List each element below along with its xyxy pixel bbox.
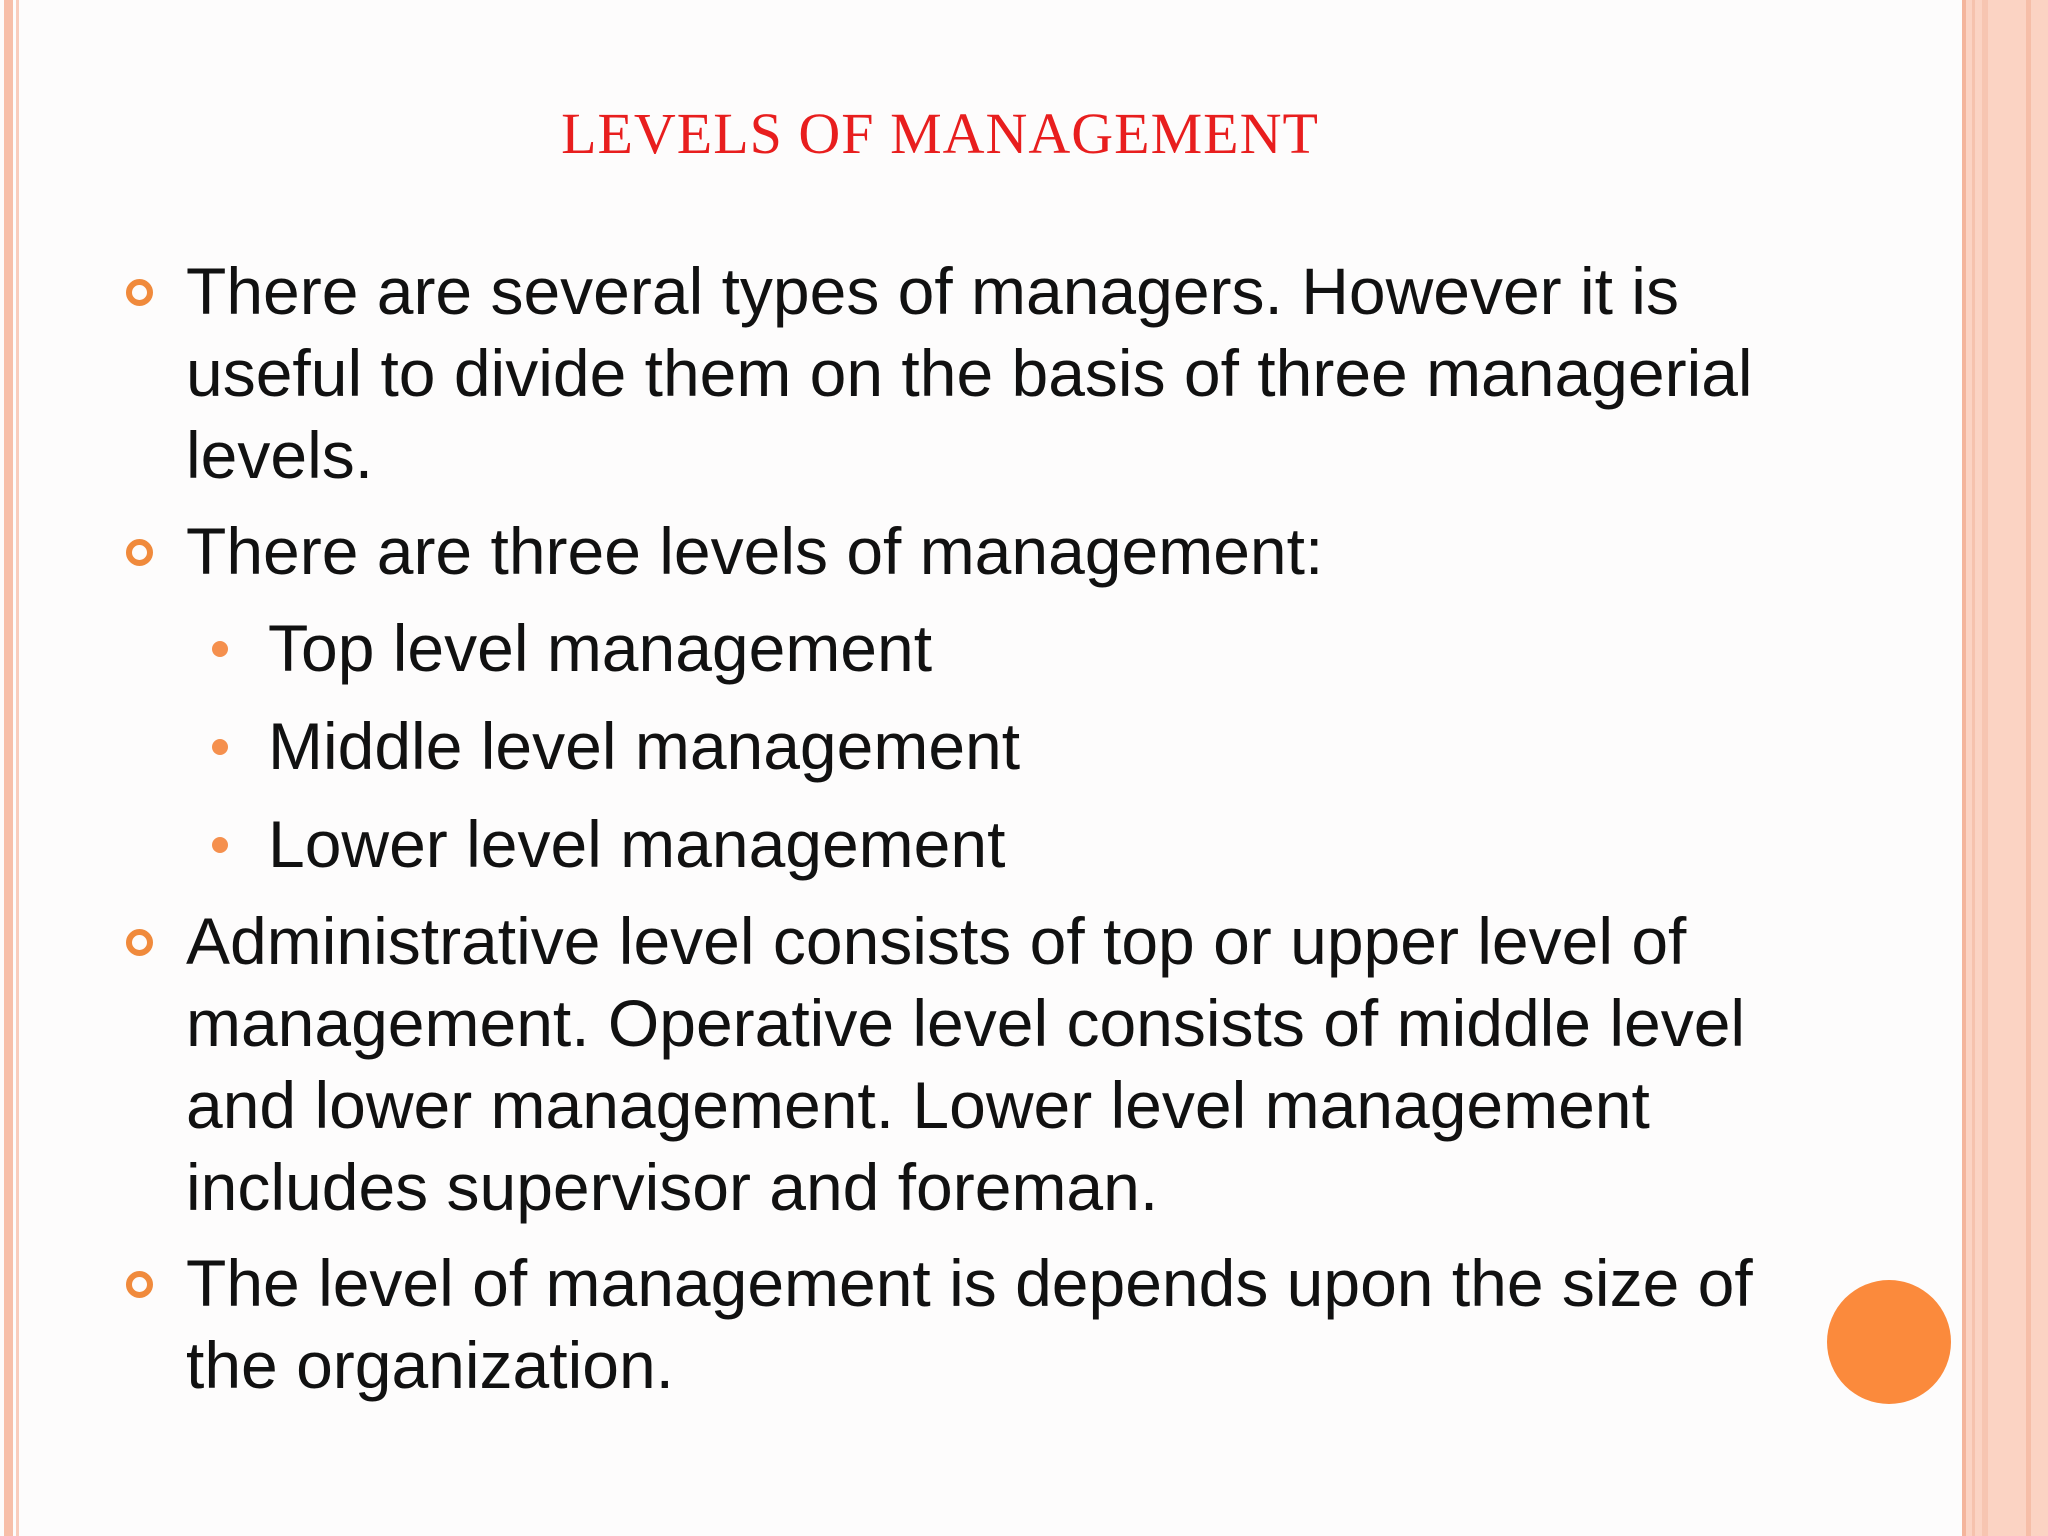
bullet-item xyxy=(124,1242,1784,1406)
dot-bullet-icon xyxy=(212,641,228,657)
sub-bullet-item xyxy=(124,606,1784,690)
ring-bullet-icon xyxy=(126,279,153,306)
right-border-line xyxy=(1982,0,1988,1536)
bullet-text: Administrative level consists of top or upper level of management. Operative level consists of middle level and lower management. Lower level management includes supervisor and foreman. xyxy=(186,904,1746,1224)
sub-bullet-text: Lower level management xyxy=(268,807,1006,881)
bullet-text: The level of management is depends upon the size of the organization. xyxy=(186,1246,1753,1402)
slide-title: LEVELS OF MANAGEMENT xyxy=(561,101,1319,166)
right-border-line xyxy=(1962,0,1966,1536)
orange-circle-decoration xyxy=(1827,1280,1951,1404)
ring-bullet-icon xyxy=(126,929,153,956)
dot-bullet-icon xyxy=(212,739,228,755)
bullet-item xyxy=(124,510,1784,592)
left-border-stripe-thin xyxy=(16,0,19,1536)
left-border-stripe xyxy=(4,0,13,1536)
ring-bullet-icon xyxy=(126,1271,153,1298)
slide-content xyxy=(124,250,1784,1420)
sub-bullet-text: Top level management xyxy=(268,611,933,685)
right-border-line xyxy=(2026,0,2031,1536)
dot-bullet-icon xyxy=(212,837,228,853)
sub-bullet-text: Middle level management xyxy=(268,709,1021,783)
bullet-item xyxy=(124,250,1784,496)
bullet-text: There are several types of managers. However it is useful to divide them on the basis of three managerial levels. xyxy=(186,254,1753,492)
bullet-text: There are three levels of management: xyxy=(186,514,1324,588)
sub-bullet-item xyxy=(124,704,1784,788)
right-border-line xyxy=(1972,0,1975,1536)
ring-bullet-icon xyxy=(126,539,153,566)
bullet-item xyxy=(124,900,1784,1228)
sub-bullet-item xyxy=(124,802,1784,886)
